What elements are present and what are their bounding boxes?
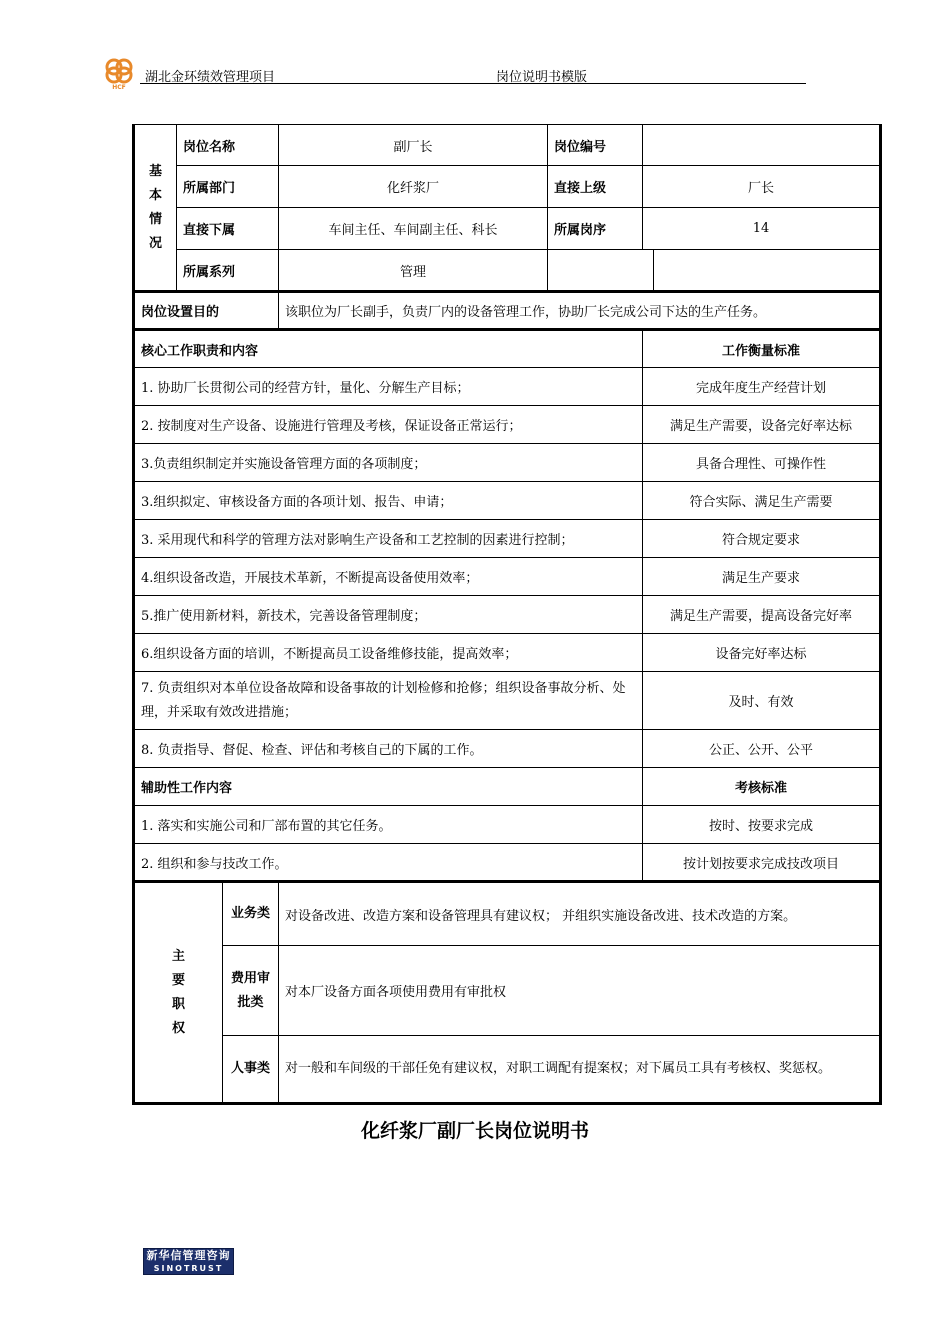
subordinate-label: 直接下属 — [177, 208, 279, 250]
duty-standard: 满足生产需要，提高设备完好率 — [643, 596, 881, 634]
authority-category: 人事类 — [223, 1036, 279, 1104]
core-standard-header: 工作衡量标准 — [643, 330, 881, 368]
table-row — [134, 520, 881, 558]
basic-section-label: 基 本 情 况 — [134, 125, 177, 292]
duty-standard: 满足生产需要，设备完好率达标 — [643, 406, 881, 444]
duty-text: 3. 采用现代和科学的管理方法对影响生产设备和工艺控制的因素进行控制； — [134, 520, 643, 558]
duty-text: 4.组织设备改造，开展技术革新，不断提高设备使用效率； — [134, 558, 643, 596]
duty-standard: 满足生产要求 — [643, 558, 881, 596]
duty-standard: 设备完好率达标 — [643, 634, 881, 672]
aux-duty-standard: 按时、按要求完成 — [643, 806, 881, 844]
series-value: 管理 — [279, 250, 548, 292]
dept-value: 化纤浆厂 — [279, 166, 548, 208]
aux-header: 辅助性工作内容 — [134, 768, 643, 806]
purpose-label: 岗位设置目的 — [134, 292, 279, 330]
aux-duty-text: 2. 组织和参与技改工作。 — [134, 844, 643, 882]
table-row — [134, 672, 881, 730]
purpose-text: 该职位为厂长副手，负责厂内的设备管理工作，协助厂长完成公司下达的生产任务。 — [279, 292, 881, 330]
table-row — [134, 482, 881, 520]
job-description-form — [132, 124, 882, 1105]
subordinate-value: 车间主任、车间副主任、科长 — [279, 208, 548, 250]
superior-value: 厂长 — [643, 166, 881, 208]
duty-text: 3.负责组织制定并实施设备管理方面的各项制度； — [134, 444, 643, 482]
table-row — [134, 596, 881, 634]
table-row — [134, 730, 881, 768]
logo-en-text: SINOTRUST — [153, 1264, 224, 1273]
logo-text: HCF — [112, 84, 126, 90]
dept-label: 所属部门 — [177, 166, 279, 208]
table-row — [134, 368, 881, 406]
core-header: 核心工作职责和内容 — [134, 330, 643, 368]
authority-section-label: 主 要 职 权 — [134, 882, 223, 1104]
sinotrust-logo — [143, 1248, 234, 1275]
series-label: 所属系列 — [177, 250, 279, 292]
empty-cell — [548, 250, 654, 292]
hcf-logo-icon — [101, 54, 137, 90]
authority-text: 对一般和车间级的干部任免有建议权，对职工调配有提案权；对下属员工具有考核权、奖惩权。 — [279, 1036, 881, 1104]
table-row — [134, 806, 881, 844]
duty-text: 3.组织拟定、审核设备方面的各项计划、报告、申请； — [134, 482, 643, 520]
authority-text: 对本厂设备方面各项使用费用有审批权 — [279, 946, 881, 1036]
duty-text: 5.推广使用新材料，新技术，完善设备管理制度； — [134, 596, 643, 634]
authority-text: 对设备改进、改造方案和设备管理具有建议权； 并组织实施设备改进、技术改造的方案。 — [279, 882, 881, 946]
position-name-value: 副厂长 — [279, 125, 548, 166]
table-row — [134, 558, 881, 596]
order-value: 14 — [643, 208, 881, 250]
table-row — [134, 844, 881, 882]
authority-category: 业务类 — [223, 882, 279, 946]
project-name: 湖北金环绩效管理项目 — [145, 70, 276, 85]
duty-text: 1. 协助厂长贯彻公司的经营方针，量化、分解生产目标； — [134, 368, 643, 406]
duty-standard: 完成年度生产经营计划 — [643, 368, 881, 406]
duty-text: 8. 负责指导、督促、检查、评估和考核自己的下属的工作。 — [134, 730, 643, 768]
duty-standard: 符合实际、满足生产需要 — [643, 482, 881, 520]
position-code-label: 岗位编号 — [548, 125, 643, 166]
aux-duty-standard: 按计划按要求完成技改项目 — [643, 844, 881, 882]
duty-standard: 符合规定要求 — [643, 520, 881, 558]
table-row — [134, 444, 881, 482]
superior-label: 直接上级 — [548, 166, 643, 208]
duty-text: 2. 按制度对生产设备、设施进行管理及考核，保证设备正常运行； — [134, 406, 643, 444]
duty-text: 6.组织设备方面的培训，不断提高员工设备维修技能，提高效率； — [134, 634, 643, 672]
duty-text: 7. 负责组织对本单位设备故障和设备事故的计划检修和抢修；组织设备事故分析、处理，并采取有效改进措施； — [134, 672, 643, 730]
document-title: 化纤浆厂副厂长岗位说明书 — [360, 1120, 589, 1142]
authority-category: 费用审批类 — [223, 946, 279, 1036]
table-row — [134, 406, 881, 444]
empty-cell — [654, 250, 881, 292]
duty-standard: 具备合理性、可操作性 — [643, 444, 881, 482]
aux-standard-header: 考核标准 — [643, 768, 881, 806]
table-row — [134, 634, 881, 672]
duty-standard: 公正、公开、公平 — [643, 730, 881, 768]
aux-duty-text: 1. 落实和实施公司和厂部布置的其它任务。 — [134, 806, 643, 844]
order-label: 所属岗序 — [548, 208, 643, 250]
position-code-value — [643, 125, 881, 166]
position-name-label: 岗位名称 — [177, 125, 279, 166]
logo-cn-text: 新华信管理咨询 — [146, 1249, 231, 1262]
duty-standard: 及时、有效 — [643, 672, 881, 730]
template-name: 岗位说明书模版 — [496, 70, 588, 85]
header-divider — [140, 83, 806, 84]
